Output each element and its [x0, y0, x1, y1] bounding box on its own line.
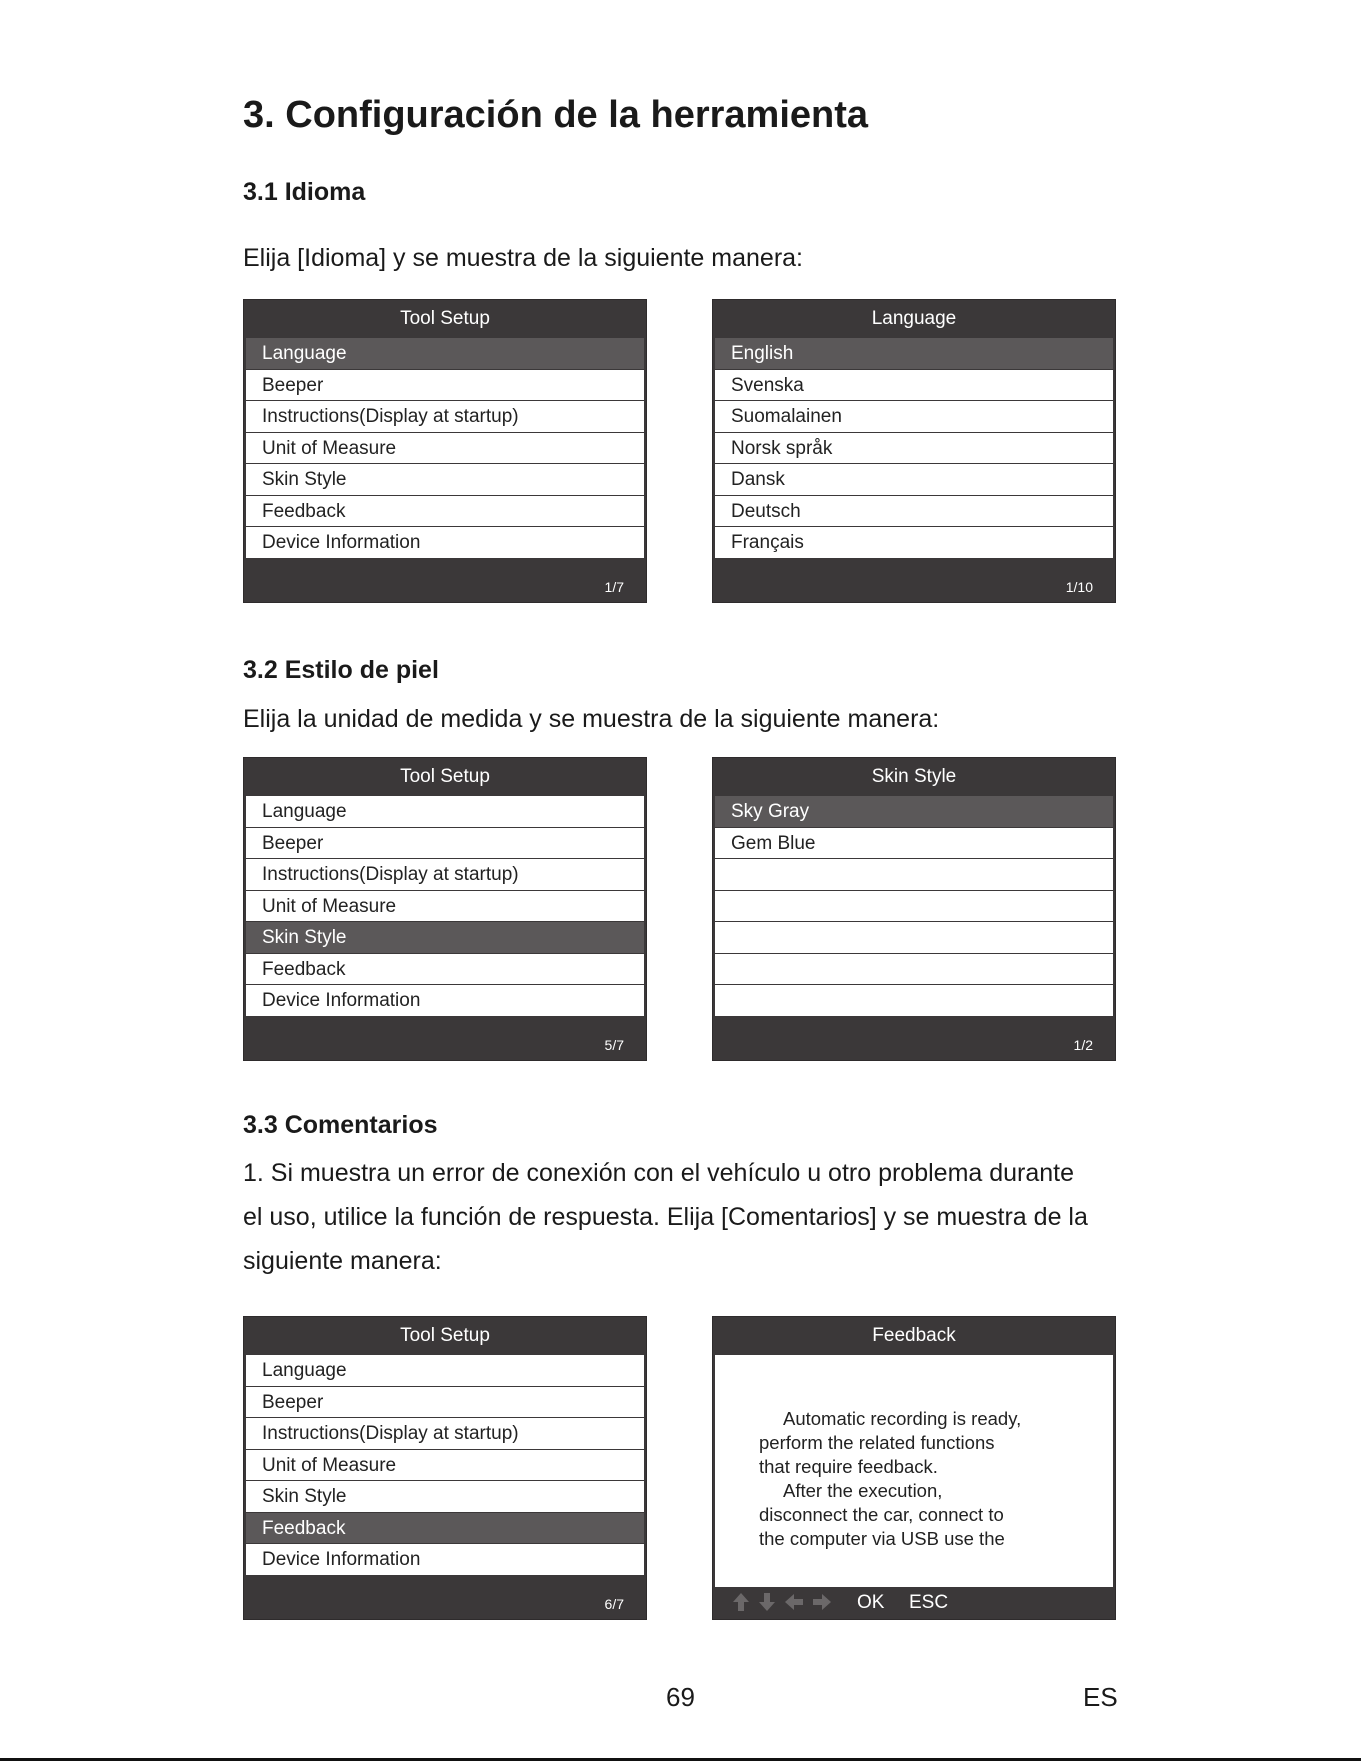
menu-list: [246, 1355, 644, 1576]
menu-item[interactable]: Instructions(Display at startup): [246, 859, 644, 891]
menu-item[interactable]: Feedback: [246, 1513, 644, 1545]
section-text-comentarios-1: 1. Si muestra un error de conexión con el vehículo u otro problema durante: [243, 1159, 1075, 1187]
feedback-line: the computer via USB use the: [759, 1528, 1005, 1549]
page-indicator: 1/10: [1065, 579, 1093, 595]
menu-item[interactable]: Dansk: [715, 464, 1113, 496]
page-indicator: 6/7: [604, 1596, 624, 1612]
menu-item[interactable]: Unit of Measure: [246, 891, 644, 923]
menu-item[interactable]: Svenska: [715, 370, 1113, 402]
page-indicator: 1/2: [1073, 1037, 1093, 1053]
section-text-estilo: Elija la unidad de medida y se muestra de la siguiente manera:: [243, 705, 940, 733]
menu-item[interactable]: Unit of Measure: [246, 433, 644, 465]
section-text-comentarios-2: el uso, utilice la función de respuesta. Elija [Comentarios] y se muestra de la: [243, 1203, 1088, 1231]
feedback-line: disconnect the car, connect to: [759, 1504, 1004, 1525]
screen-title: Tool Setup: [400, 1325, 490, 1346]
section-heading-idioma: 3.1 Idioma: [243, 178, 366, 206]
tool-setup-screen-3: [243, 1316, 647, 1620]
skin-style-screen: [712, 757, 1116, 1061]
menu-item[interactable]: Gem Blue: [715, 828, 1113, 860]
menu-item[interactable]: Skin Style: [246, 922, 644, 954]
arrow-left-icon: [783, 1591, 805, 1613]
screen-title: Tool Setup: [400, 766, 490, 787]
menu-item[interactable]: Device Information: [246, 985, 644, 1017]
feedback-message-area: [715, 1355, 1113, 1587]
menu-list: [715, 796, 1113, 1017]
menu-item[interactable]: Feedback: [246, 496, 644, 528]
menu-item[interactable]: English: [715, 338, 1113, 370]
menu-item[interactable]: Français: [715, 527, 1113, 559]
esc-button[interactable]: ESC: [909, 1592, 949, 1613]
section-text-idioma: Elija [Idioma] y se muestra de la siguiente manera:: [243, 244, 803, 272]
menu-item[interactable]: Device Information: [246, 1544, 644, 1576]
menu-list: [715, 338, 1113, 559]
screen-title: Language: [871, 308, 957, 329]
menu-item[interactable]: [715, 985, 1113, 1017]
menu-item[interactable]: Sky Gray: [715, 796, 1113, 828]
screen-title: Skin Style: [871, 766, 957, 787]
feedback-line: Automatic recording is ready,: [783, 1408, 1022, 1429]
menu-item[interactable]: Beeper: [246, 828, 644, 860]
menu-item[interactable]: Instructions(Display at startup): [246, 1418, 644, 1450]
feedback-footer: [713, 1587, 1115, 1619]
section-text-comentarios-3: siguiente manera:: [243, 1247, 442, 1275]
menu-item[interactable]: Instructions(Display at startup): [246, 401, 644, 433]
menu-item[interactable]: Language: [246, 796, 644, 828]
feedback-screen: [712, 1316, 1116, 1620]
menu-item[interactable]: [715, 859, 1113, 891]
menu-item[interactable]: [715, 891, 1113, 923]
menu-item[interactable]: Beeper: [246, 370, 644, 402]
arrow-keys: [731, 1591, 833, 1613]
tool-setup-screen-2: [243, 757, 647, 1061]
ok-button[interactable]: OK: [857, 1592, 885, 1613]
tool-setup-screen-1: [243, 299, 647, 603]
page-title: 3. Configuración de la herramienta: [243, 94, 869, 136]
page-indicator: 5/7: [604, 1037, 624, 1053]
page-number: 69: [666, 1682, 695, 1712]
menu-item[interactable]: Deutsch: [715, 496, 1113, 528]
language-code: ES: [1083, 1682, 1118, 1712]
menu-item[interactable]: Beeper: [246, 1387, 644, 1419]
menu-item[interactable]: Skin Style: [246, 1481, 644, 1513]
menu-item[interactable]: Unit of Measure: [246, 1450, 644, 1482]
language-screen: [712, 299, 1116, 603]
screen-title: Feedback: [872, 1325, 956, 1346]
menu-item[interactable]: Language: [246, 1355, 644, 1387]
page-indicator: 1/7: [604, 579, 624, 595]
menu-item[interactable]: Device Information: [246, 527, 644, 559]
menu-item[interactable]: Feedback: [246, 954, 644, 986]
screen-title: Tool Setup: [400, 308, 490, 329]
menu-item[interactable]: Language: [246, 338, 644, 370]
menu-item[interactable]: Norsk språk: [715, 433, 1113, 465]
arrow-down-icon: [757, 1591, 777, 1613]
feedback-line: After the execution,: [783, 1480, 943, 1501]
feedback-message: [759, 1407, 1021, 1551]
menu-item[interactable]: [715, 922, 1113, 954]
menu-list: [246, 796, 644, 1017]
section-heading-comentarios: 3.3 Comentarios: [243, 1111, 438, 1139]
feedback-line: that require feedback.: [759, 1456, 938, 1477]
section-heading-estilo: 3.2 Estilo de piel: [243, 656, 439, 684]
arrow-up-icon: [731, 1591, 751, 1613]
menu-item[interactable]: Suomalainen: [715, 401, 1113, 433]
arrow-right-icon: [811, 1591, 833, 1613]
menu-list: [246, 338, 644, 559]
menu-item[interactable]: Skin Style: [246, 464, 644, 496]
feedback-line: perform the related functions: [759, 1432, 995, 1453]
menu-item[interactable]: [715, 954, 1113, 986]
